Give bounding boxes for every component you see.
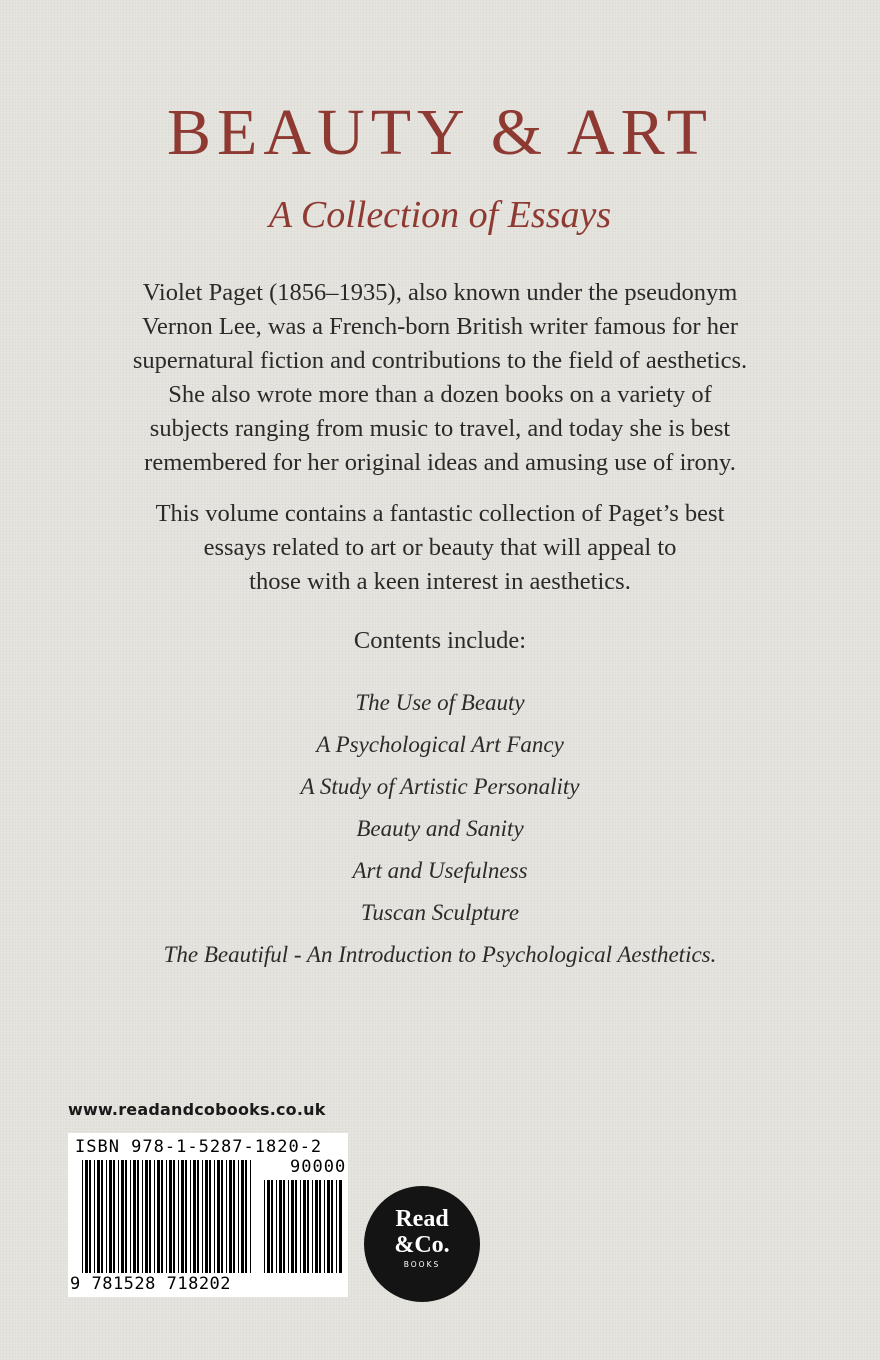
contents-heading: Contents include: xyxy=(353,627,527,654)
book-title: BEAUTY & ART xyxy=(167,96,713,169)
book-subtitle: A Collection of Essays xyxy=(268,194,612,236)
contents-item: A Study of Artistic Personality xyxy=(300,774,580,799)
barcode-bar xyxy=(205,1160,208,1273)
barcode-bar xyxy=(229,1160,232,1273)
barcode-bar xyxy=(283,1180,285,1273)
barcode-bar xyxy=(82,1160,83,1273)
barcode-bar xyxy=(190,1160,191,1273)
barcode-bar xyxy=(291,1180,294,1273)
barcode-bar xyxy=(267,1180,270,1273)
contents-item: Art and Usefulness xyxy=(352,858,528,883)
barcode-bar xyxy=(288,1180,289,1273)
barcode-bar xyxy=(109,1160,112,1273)
barcode-bar xyxy=(149,1160,151,1273)
barcode-bar xyxy=(142,1160,143,1273)
barcode-bar xyxy=(324,1180,325,1273)
barcode-bar xyxy=(133,1160,136,1273)
logo-text-co: &Co. xyxy=(394,1232,450,1258)
barcode-bar xyxy=(271,1180,273,1273)
barcode-bar xyxy=(166,1160,167,1273)
barcode-bar xyxy=(161,1160,163,1273)
barcode-bar xyxy=(181,1160,184,1273)
logo-text-read: Read xyxy=(395,1206,449,1232)
barcode-bar xyxy=(264,1180,265,1273)
barcode-bar xyxy=(238,1160,239,1273)
description-line: supernatural fiction and contributions to the field of aesthetics. xyxy=(132,347,748,374)
description-paragraph-2 xyxy=(60,497,820,599)
barcode-bar xyxy=(331,1180,333,1273)
price-code: 90000 xyxy=(290,1157,347,1177)
publisher-logo xyxy=(364,1186,480,1302)
barcode-bar xyxy=(241,1160,244,1273)
description-line: Vernon Lee, was a French-born British writer famous for her xyxy=(142,313,738,340)
barcode-bar xyxy=(94,1160,95,1273)
barcode-bar xyxy=(101,1160,103,1273)
barcode-bar xyxy=(130,1160,131,1273)
contents-item: The Use of Beauty xyxy=(355,690,525,715)
barcode-bar xyxy=(113,1160,115,1273)
logo-text-books: BOOKS xyxy=(403,1260,441,1269)
barcode-bar xyxy=(279,1180,282,1273)
barcode-bar xyxy=(157,1160,160,1273)
barcode-bar xyxy=(319,1180,321,1273)
description-line: subjects ranging from music to travel, and today she is best xyxy=(149,415,731,442)
barcode-bar xyxy=(185,1160,187,1273)
description-line: This volume contains a fantastic collection of Paget’s best xyxy=(155,500,725,527)
barcode-bar xyxy=(145,1160,148,1273)
barcode-bar xyxy=(193,1160,196,1273)
barcode-bar xyxy=(169,1160,172,1273)
barcode-bar xyxy=(154,1160,155,1273)
isbn-barcode xyxy=(68,1133,348,1297)
barcode-bar xyxy=(217,1160,220,1273)
barcode-bar xyxy=(226,1160,227,1273)
barcode-bar xyxy=(312,1180,313,1273)
barcode-bar xyxy=(250,1160,251,1273)
contents-list xyxy=(0,686,880,980)
barcode-bar xyxy=(85,1160,88,1273)
barcode-bar xyxy=(303,1180,306,1273)
barcode-bar xyxy=(327,1180,330,1273)
barcode-bar xyxy=(214,1160,215,1273)
barcode-bar xyxy=(245,1160,247,1273)
barcode-bar xyxy=(89,1160,91,1273)
contents-item: The Beautiful - An Introduction to Psychological Aesthetics. xyxy=(163,942,717,967)
barcode-bar xyxy=(178,1160,179,1273)
barcode-bar xyxy=(300,1180,301,1273)
barcode-bar xyxy=(118,1160,119,1273)
barcode-digits: 9 781528 718202 xyxy=(70,1274,232,1294)
contents-item: Beauty and Sanity xyxy=(356,816,524,841)
isbn-label: ISBN 978-1-5287-1820-2 xyxy=(75,1137,323,1157)
barcode-bar xyxy=(221,1160,223,1273)
description-line: those with a keen interest in aesthetics. xyxy=(249,568,631,595)
barcode-bar xyxy=(197,1160,199,1273)
contents-item: Tuscan Sculpture xyxy=(360,900,520,925)
barcode-bar xyxy=(295,1180,297,1273)
barcode-bar xyxy=(339,1180,342,1273)
barcode-bar xyxy=(276,1180,277,1273)
barcode-bar xyxy=(121,1160,124,1273)
barcode-bar xyxy=(336,1180,337,1273)
barcode-bar xyxy=(125,1160,127,1273)
barcode-bar xyxy=(209,1160,211,1273)
barcode-bar xyxy=(233,1160,235,1273)
barcode-bar xyxy=(137,1160,139,1273)
barcode-bar xyxy=(97,1160,100,1273)
barcode-bar xyxy=(315,1180,318,1273)
barcode-bar xyxy=(106,1160,107,1273)
barcode-bar xyxy=(173,1160,175,1273)
barcode-bar xyxy=(202,1160,203,1273)
barcode-bars xyxy=(68,1133,348,1297)
description-line: remembered for her original ideas and amusing use of irony. xyxy=(144,449,736,476)
contents-item: A Psychological Art Fancy xyxy=(316,732,564,757)
description-paragraph-1 xyxy=(60,276,820,480)
publisher-website: www.readandcobooks.co.uk xyxy=(68,1100,326,1119)
description-line: She also wrote more than a dozen books on a variety of xyxy=(168,381,712,408)
barcode-bar xyxy=(307,1180,309,1273)
description-line: essays related to art or beauty that will appeal to xyxy=(203,534,677,561)
description-line: Violet Paget (1856–1935), also known under the pseudonym xyxy=(142,279,738,306)
